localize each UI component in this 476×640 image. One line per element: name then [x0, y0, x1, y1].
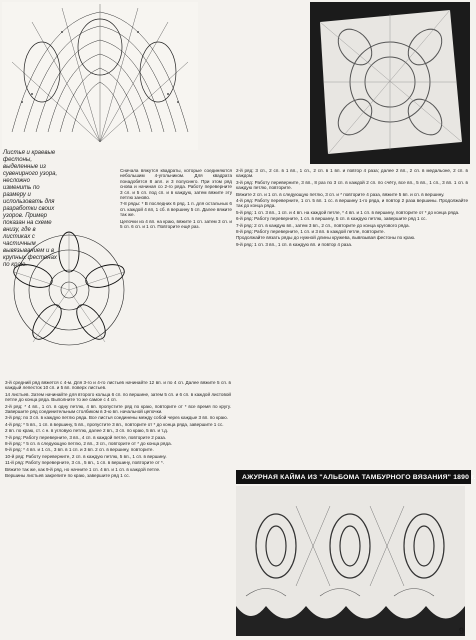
paragraph: 14 листьев. Затем начинайте для второго кольца 6 сп. по вершине, затем 5 сп. и 6 сп. в каждой листовой петле до конца ряда. Выполните то же самое с 4 сп.	[5, 391, 231, 403]
paragraph: 2-й ряд: 3 сп., 2 сп. в 1 вп., 1 сп., 2 сп. в 1 вп. и повтор 4 раза; далее 2 вп., 2 сп. в медальоне, 2 сп. в каждом.	[236, 168, 468, 179]
paragraph: 10-й ряд: Работу переверните, 2 сп. в каждую петлю, 5 вп., 1 сп. в вершину.	[5, 453, 167, 459]
lace-border-banner	[236, 470, 476, 484]
leaves-caption: Листья и краевые фестоны, выделенные из сувенирного узора, несложно изменить по размеру и использовать для разработки своих узоров. Пример показан на схеме внизу, где в листиках с частичным вывязыванием и в крупных фестонах по краю.	[3, 150, 58, 268]
paragraph: 7-8 ряды: * В последних 6 ряд. 1 п. для остальных 6 сп. каждой 4 вп, 1 сб. в вершину 5 сп. Далее вяжите так же.	[120, 201, 232, 218]
paragraph: 3-й ряд: по 3 сп. в каждую петлю ряда. Все листья соединены между собой через каждые 3 вп. по краю.	[5, 415, 228, 421]
paragraph: 9-й ряд: 1 сп. 3 вп., 1 сп. в каждую вп. и повтор 4 раза.	[236, 241, 353, 247]
paragraph: 7-й ряд: Работу переверните, 3 вп., 4 сп. в каждой петле, повторите 2 раза.	[5, 434, 167, 440]
paragraph: 2-й ряд: * 4 вп., 1 сп. в одну петлю, 4 вп. пропустите ряд по краю, повторите от * все время по кругу. Завершите ряд соединительным столбиком в 3-ю вп. начальной цепочки.	[5, 403, 231, 415]
paragraph: 6-й ряд: Работу переверните, 1 сп. в вершину, 5 сп. в каждую петлю, завершите ряд 1 сс.	[236, 216, 427, 222]
banner-title: АЖУРНАЯ КАЙМА ИЗ "АЛЬБОМА ТАМБУРНОГО ВЯЗАНИЯ" 1890 г.	[242, 473, 476, 481]
paragraph: Вяжите так же, как 9-й ряд, но начните 1 сп. 4 вп. и 1 сп. в каждой петле.	[5, 466, 161, 472]
paragraph: 8-й ряд: * 5 сп. в следующую петлю, 2 вп., 3 сп., повторите от * до конца ряда.	[5, 441, 172, 447]
paragraph: 9-й ряд: * 4 вп. и 1 сп., 3 вп. в 1 сп. и 3 вп. 2 сп. в вершину, повторите.	[5, 447, 154, 453]
paragraph: Цепочки из 4 вп. на краю, вяжите 1 сп. затем 3 сп. и 5 сп. 6 сп. и 1 сп. Повторите ещё раз.	[120, 218, 232, 230]
round-doily-diagram	[5, 182, 125, 380]
paragraph: 11-й ряд: Работу переверните, 3 сп., 5 вп., 1 сп. в вершину, повторите от *.	[5, 460, 165, 466]
paragraph: 3-й средний ряд вяжется с 4-м. Для 3-го и 4-го листьев начинайте 12 вп. и по 4 сп. Далее вяжите 5 сп. в каждый лепесток 10 сп. и 5 вп. поверх листьев.	[5, 380, 231, 391]
instructions-middle-column	[120, 168, 232, 364]
paragraph: Сначала вяжутся квадраты, которые соединяются небольшим 4-угольником. Для квадрата понадобятся 8 апл. и 3 полусинго. При этом ряд снова и начиная со 2-го ряда. Работу переверните 3 сл. и 5 сп. под сп. и в каждую, затем вяжите эту петлю заново.	[120, 168, 232, 201]
page-number: 9	[459, 626, 465, 636]
lace-square-photo	[310, 2, 470, 164]
paragraph: Вяжите 2 сп. и 1 сп. в следующую петлю, 3 сп. и * повторите 4 раза, вяжите 5 вп. и сп. в вершину.	[236, 191, 445, 197]
paragraph: 7-й ряд: 2 сп. в каждую вп., затем 3 вп., 2 сп., повторите до конца кругового ряда.	[236, 222, 410, 228]
leaf-chart-diagram	[2, 2, 198, 150]
paragraph: 8-й ряд: Работу переверните, 1 сп. и 3 вп. в каждой петле, повторите.	[236, 229, 385, 235]
lace-border-photo	[236, 486, 465, 636]
instructions-right-column	[236, 168, 468, 468]
paragraph: 5-й ряд: 1 сп. 3 вп., 1 сп. и 4 вп. на каждой петле, * 4 вп. и 1 сп. в вершину, повторите от * до конца ряда.	[236, 209, 460, 215]
paragraph: Продолжайте вязать ряды до нужной длины кружева, вывязывая фестоны по краю.	[236, 235, 416, 241]
paragraph: 4-й ряд: Работу переверните, 1 сп. 5 вп. 1 сс. в вершину 1-го ряда, и повтор 2 раза вершины. Продолжайте так до конца ряда.	[236, 198, 468, 209]
instructions-left-column	[5, 380, 231, 638]
paragraph: 2 вп. по краю, ст. с н. в угловую петлю, далее 2 вп., 3 сп. по краю, 5 вп. и т.д.	[5, 428, 169, 434]
paragraph: Вершины листьев закрепите по краю, завершите ряд 1 сс.	[5, 473, 130, 479]
paragraph: 4-й ряд: * 5 вп., 1 сп. в вершину, 5 вп., пропустите 3 вп., повторите от * до конца ряда, завершите 1 сс.	[5, 421, 224, 427]
paragraph: 3-й ряд: Работу переверните, 3 вп., 8 раз по 3 сп. в каждой 2 сп. по счёту, все вп., 5 вп., 1 сп., 3 вп. 1 сп. в каждую петлю, повторите.	[236, 179, 468, 191]
